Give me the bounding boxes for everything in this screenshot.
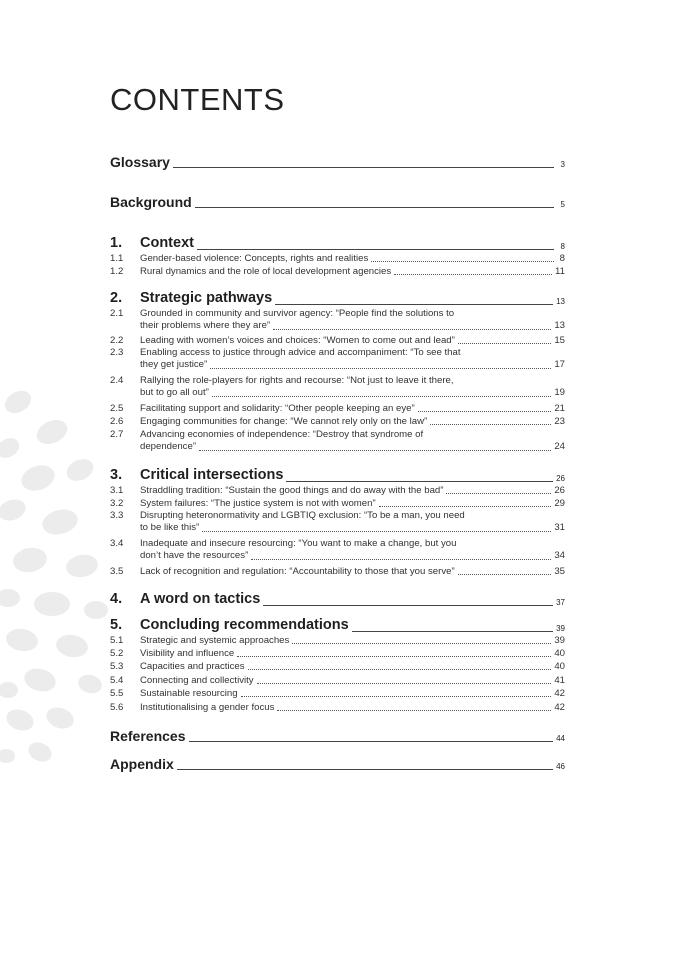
toc-leader	[379, 505, 552, 507]
toc-leader	[212, 396, 552, 397]
section-title: Strategic pathways	[140, 290, 273, 306]
toc-subentry[interactable]	[110, 702, 565, 713]
toc-page-number: 26	[554, 485, 565, 496]
subentry-title: System failures: “The justice system is not with women”	[140, 498, 376, 509]
toc-leader	[199, 450, 551, 451]
subentry-title: Leading with women’s voices and choices: “Women to come out and lead”	[140, 335, 455, 346]
toc-page-number: 44	[556, 734, 565, 743]
subentry-title: Advancing economies of independence: “Destroy that syndrome of	[140, 429, 424, 440]
subentry-number: 5.4	[110, 675, 124, 686]
subentry-number: 3.2	[110, 498, 124, 509]
toc-leader	[458, 573, 552, 575]
subentry-title-cont: to be like this”	[140, 522, 200, 533]
toc-page-number: 41	[554, 675, 565, 686]
toc-subentry[interactable]	[110, 347, 565, 371]
toc-leader	[210, 368, 551, 369]
subentry-number: 5.5	[110, 688, 124, 699]
toc-page-number: 42	[554, 702, 565, 713]
subentry-title: Visibility and influence	[140, 648, 235, 659]
toc-page-number: 40	[554, 661, 565, 672]
toc-leader	[177, 768, 553, 770]
toc-page-number: 35	[554, 566, 565, 577]
toc-page-number: 42	[554, 688, 565, 699]
subentry-title: Disrupting heteronormativity and LGBTIQ exclusion: “To be a man, you need	[140, 510, 465, 521]
toc-leader	[202, 531, 551, 532]
section-number: 3.	[110, 467, 123, 483]
toc-entry-glossary[interactable]	[110, 154, 565, 170]
toc-leader	[173, 166, 554, 168]
toc-page-number: 46	[556, 762, 565, 771]
subentry-title: Rallying the role-players for rights and recourse: “Not just to leave it there,	[140, 375, 454, 386]
toc-leader	[394, 273, 552, 275]
toc-page-number: 37	[556, 598, 565, 607]
toc-page-number: 8	[559, 253, 565, 264]
subentry-number: 2.4	[110, 375, 124, 386]
toc-page-number: 3	[560, 160, 565, 169]
subentry-number: 2.2	[110, 335, 124, 346]
toc-leader	[371, 260, 554, 262]
toc-page-number: 5	[560, 200, 565, 209]
subentry-number: 5.6	[110, 702, 124, 713]
toc-subentry[interactable]	[110, 429, 565, 453]
subentry-number: 2.3	[110, 347, 124, 358]
section-title: Critical intersections	[140, 467, 284, 483]
section-number: 5.	[110, 617, 123, 633]
toc-leader	[257, 682, 552, 684]
section-number: 2.	[110, 290, 123, 306]
toc-leader	[446, 492, 551, 494]
subentry-title: Capacities and practices	[140, 661, 245, 672]
toc-leader	[430, 423, 551, 425]
subentry-title: Sustainable resourcing	[140, 688, 238, 699]
toc-leader	[251, 559, 551, 560]
subentry-title-cont: their problems where they are”	[140, 320, 271, 331]
subentry-number: 2.7	[110, 429, 124, 440]
toc-leader	[237, 655, 551, 657]
subentry-title-cont: dependence”	[140, 441, 197, 452]
toc-page-number: 21	[554, 403, 565, 414]
toc-page-number: 19	[554, 387, 565, 398]
subentry-number: 3.1	[110, 485, 124, 496]
toc-subentry[interactable]	[110, 416, 565, 427]
subentry-title: Gender-based violence: Concepts, rights and realities	[140, 253, 369, 264]
toc-subentry[interactable]	[110, 403, 565, 414]
subentry-title: Rural dynamics and the role of local development agencies	[140, 266, 392, 277]
toc-page-number: 13	[554, 320, 565, 331]
toc-page-number: 39	[554, 635, 565, 646]
subentry-title-cont: but to go all out”	[140, 387, 209, 398]
toc-section-5[interactable]	[110, 617, 565, 634]
section-title: Context	[140, 235, 194, 251]
toc-page-number: 39	[556, 624, 565, 633]
toc-page-number: 26	[556, 474, 565, 483]
toc-page-number: 31	[554, 522, 565, 533]
subentry-number: 3.4	[110, 538, 124, 549]
subentry-number: 5.2	[110, 648, 124, 659]
toc-page-number: 40	[554, 648, 565, 659]
toc-subentry[interactable]	[110, 510, 565, 534]
toc-entry-background[interactable]	[110, 194, 565, 210]
subentry-number: 2.1	[110, 308, 124, 319]
toc-subentry[interactable]	[110, 253, 565, 264]
subentry-number: 3.5	[110, 566, 124, 577]
toc-subentry[interactable]	[110, 335, 565, 346]
toc-page-number: 23	[554, 416, 565, 427]
subentry-title: Grounded in community and survivor agency: “People find the solutions to	[140, 308, 455, 319]
toc-page-number: 8	[560, 242, 565, 251]
toc-leader	[292, 642, 551, 644]
toc-leader	[286, 480, 553, 482]
toc-leader	[241, 695, 552, 697]
subentry-title: Lack of recognition and regulation: “Accountability to those that you serve”	[140, 566, 455, 577]
section-number: 4.	[110, 591, 123, 607]
toc-label: References	[110, 728, 186, 744]
toc-subentry[interactable]	[110, 266, 565, 277]
toc-leader	[195, 206, 554, 208]
subentry-title: Engaging communities for change: “We cannot rely only on the law”	[140, 416, 428, 427]
subentry-number: 1.2	[110, 266, 124, 277]
toc-section-1[interactable]	[110, 235, 565, 252]
toc-section-4[interactable]	[110, 591, 565, 608]
toc-leader	[352, 630, 553, 632]
subentry-title: Straddling tradition: “Sustain the good things and do away with the bad”	[140, 485, 444, 496]
toc-page-number: 13	[556, 297, 565, 306]
toc-section-3[interactable]	[110, 467, 565, 484]
section-title: Concluding recommendations	[140, 617, 349, 633]
subentry-number: 5.3	[110, 661, 124, 672]
subentry-title: Enabling access to justice through advice and accompaniment: “To see that	[140, 347, 461, 358]
section-number: 1.	[110, 235, 123, 251]
subentry-number: 3.3	[110, 510, 124, 521]
toc-leader	[248, 668, 552, 670]
toc-subentry[interactable]	[110, 648, 565, 659]
subentry-title: Institutionalising a gender focus	[140, 702, 275, 713]
toc-subentry[interactable]	[110, 675, 565, 686]
subentry-title: Inadequate and insecure resourcing: “You want to make a change, but you	[140, 538, 457, 549]
toc-leader	[277, 709, 551, 711]
toc-page-number: 11	[555, 266, 565, 277]
toc-section-2[interactable]	[110, 290, 565, 307]
toc-subentry[interactable]	[110, 635, 565, 646]
page-title: CONTENTS	[110, 82, 285, 117]
subentry-title: Facilitating support and solidarity: “Other people keeping an eye”	[140, 403, 415, 414]
toc-subentry[interactable]	[110, 661, 565, 672]
toc-page-number: 34	[554, 550, 565, 561]
toc-leader	[458, 342, 552, 344]
subentry-title: Connecting and collectivity	[140, 675, 254, 686]
toc-leader	[189, 740, 554, 742]
subentry-number: 1.1	[110, 253, 124, 264]
toc-label: Appendix	[110, 756, 174, 772]
toc-label: Background	[110, 194, 192, 210]
toc-entry-appendix[interactable]	[110, 756, 565, 772]
toc-page-number: 15	[554, 335, 565, 346]
subentry-number: 2.5	[110, 403, 124, 414]
toc-subentry[interactable]	[110, 375, 565, 399]
toc-page-number: 17	[554, 359, 565, 370]
toc-label: Glossary	[110, 154, 170, 170]
toc-entry-references[interactable]	[110, 728, 565, 744]
subentry-title-cont: they get justice”	[140, 359, 208, 370]
toc-subentry[interactable]	[110, 498, 565, 509]
toc-leader	[418, 410, 552, 412]
toc-subentry[interactable]	[110, 308, 565, 332]
subentry-number: 5.1	[110, 635, 124, 646]
toc-leader	[273, 329, 551, 330]
toc-page-number: 24	[554, 441, 565, 452]
toc-leader	[197, 248, 554, 250]
toc-subentry[interactable]	[110, 566, 565, 577]
toc-subentry[interactable]	[110, 485, 565, 496]
toc-leader	[263, 604, 553, 606]
toc-leader	[275, 303, 553, 305]
toc-page-number: 29	[554, 498, 565, 509]
subentry-title: Strategic and systemic approaches	[140, 635, 290, 646]
subentry-title-cont: don’t have the resources”	[140, 550, 249, 561]
toc-subentry[interactable]	[110, 688, 565, 699]
toc-subentry[interactable]	[110, 538, 565, 562]
section-title: A word on tactics	[140, 591, 261, 607]
subentry-number: 2.6	[110, 416, 124, 427]
